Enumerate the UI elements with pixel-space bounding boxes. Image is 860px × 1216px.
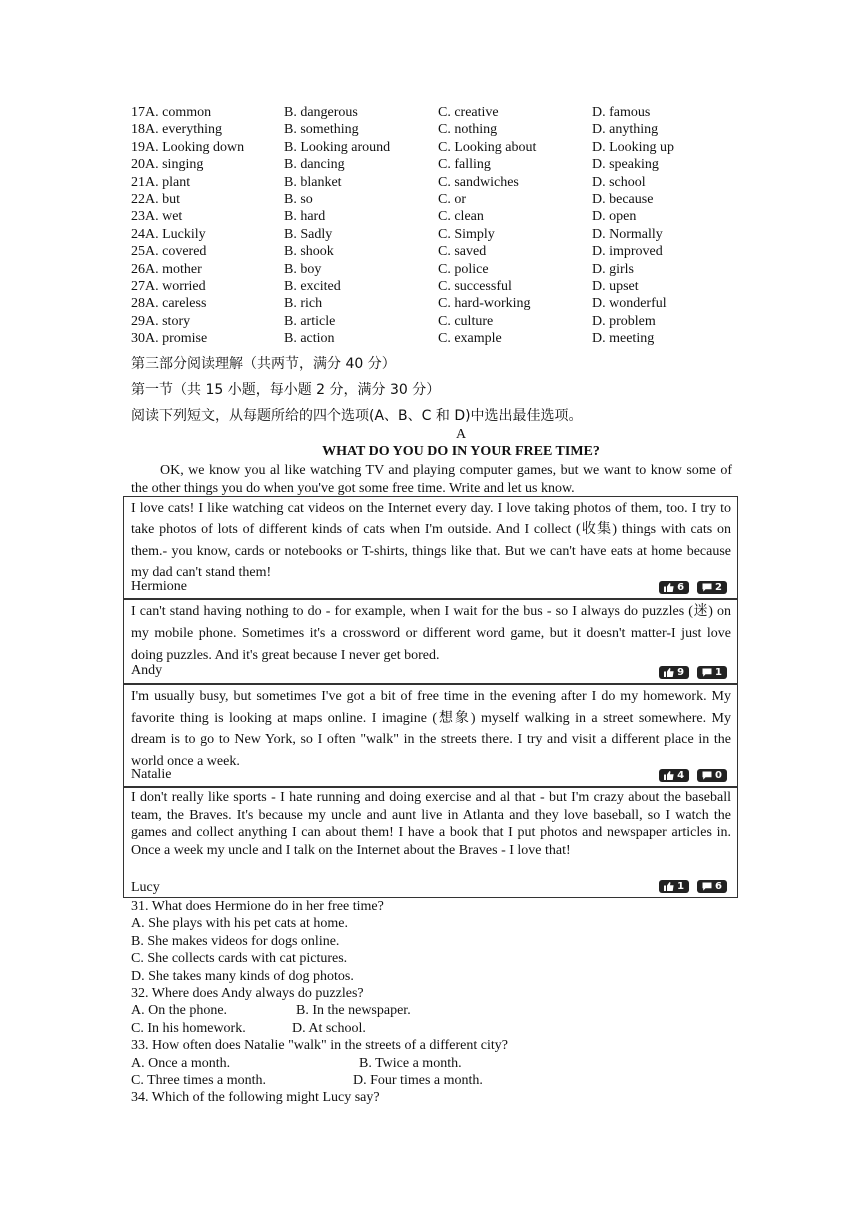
option-c: C. Looking about [438,139,537,155]
comment-bubble-icon [702,583,712,592]
passage-letter: A [455,427,467,442]
option-a: 19A. Looking down [131,139,245,155]
option-row-28 [131,295,741,312]
option-b: B. dangerous [284,105,358,120]
comment-bubble-icon [702,668,712,677]
option-d: D. because [592,192,654,207]
option-d: D. famous [592,105,651,120]
option-b: B. excited [284,279,341,294]
option-c: C. or [438,192,466,207]
option-b: B. hard [284,209,326,225]
option-c: C. police [438,261,489,277]
post-hermione [123,496,738,599]
subsection-title: 第一节（共 15 小题，每小题 2 分，满分 30 分） [131,382,441,398]
post-author: Lucy [131,879,160,895]
option-a: 21A. plant [131,174,191,190]
reactions [659,581,727,594]
like-count[interactable] [659,769,689,782]
thumbs-up-icon [664,882,674,891]
post-text: I don't really like sports - I hate running and doing exercise and al that - but I'm crazy about the baseball team, the Braves. It's because my uncle and aunt live in Atlanta and they love baseball, so I watch the games and collect anything I can about them! I have a book that I put photos and newspaper articles in. Once a week my uncle and I talk on the Internet about the Braves - I love that! [131,790,731,858]
option-c: C. example [438,331,502,347]
option-b: B. rich [284,296,323,312]
answer-option: B. Twice a month. [359,1055,462,1071]
post-text: I love cats! I like watching cat videos on the Internet every day. I love taking photos of them, too. I try to take photos of lots of different kinds of cats when I'm outside. And I collect (收集) things with cats on them.- you know, cards or notebooks or T-shirts, things like that. But we can't have eats at home because my dad can't stand them! [131,501,731,580]
option-row-17 [131,104,741,121]
answer-option: C. Three times a month. [131,1073,267,1088]
comment-count-value: 6 [715,880,722,892]
option-c: C. nothing [438,122,498,138]
option-row-26 [131,261,741,278]
comment-count[interactable] [697,581,727,594]
answer-option: D. At school. [292,1020,366,1036]
comment-count[interactable] [697,666,727,679]
option-d: D. improved [592,244,663,260]
like-count[interactable] [659,581,689,594]
option-row-19 [131,139,741,156]
option-row-21 [131,174,741,191]
post-author: Natalie [131,766,172,782]
post-andy [123,599,738,684]
option-row-22 [131,191,741,208]
thumbs-up-icon [664,668,674,677]
passage-title: WHAT DO YOU DO IN YOUR FREE TIME? [322,444,600,459]
option-d: D. wonderful [592,296,667,312]
post-text: I'm usually busy, but sometimes I've got a bit of free time in the evening after I do my homework. My favorite thing is looking at maps online. I imagine (想象) myself walking in a street somewhere. My dream is to go to New York, so I often "walk" in the streets there. I try and visit a different place in the world once a week. [131,689,731,769]
thumbs-up-icon [664,771,674,780]
answer-option: B. In the newspaper. [296,1003,411,1019]
answer-option: D. She takes many kinds of dog photos. [131,968,354,984]
option-c: C. creative [438,105,499,120]
option-c: C. culture [438,313,494,329]
option-c: C. falling [438,157,491,173]
option-row-30 [131,330,741,347]
like-count-value: 1 [677,880,685,892]
question-33: 33. How often does Natalie "walk" in the streets of a different city? [131,1038,508,1054]
answer-option: C. She collects cards with cat pictures. [131,951,348,967]
question-34: 34. Which of the following might Lucy say? [131,1090,380,1106]
like-count-value: 9 [677,666,685,678]
comment-count-value: 2 [715,581,722,593]
option-d: D. girls [592,261,634,277]
option-a: 24A. Luckily [131,226,206,242]
like-count-value: 4 [677,769,685,781]
option-b: B. action [284,331,335,347]
option-b: B. Sadly [284,226,333,242]
comment-bubble-icon [702,771,712,780]
option-a: 30A. promise [131,331,208,347]
option-d: D. Normally [592,226,663,242]
option-b: B. dancing [284,157,345,173]
option-d: D. problem [592,313,656,329]
answer-option: C. In his homework. [131,1020,246,1036]
like-count[interactable] [659,880,689,893]
post-text: I can't stand having nothing to do - for example, when I wait for the bus - so I always do puzzles (迷) on my mobile phone. Sometimes it's a crossword or different word game, but it doesn't matter-I just love doing puzzles. And it's great because I never get bored. [131,604,731,663]
option-d: D. meeting [592,331,655,347]
option-row-18 [131,121,741,138]
option-d: D. speaking [592,157,659,173]
option-a: 28A. careless [131,296,207,312]
comment-count[interactable] [697,769,727,782]
post-author: Andy [131,663,163,678]
passage-intro: OK, we know you al like watching TV and playing computer games, but we want to know some of the other things you do when you've got some free time. Write and let us know. [131,463,732,496]
question-31: 31. What does Hermione do in her free time? [131,899,384,914]
thumbs-up-icon [664,583,674,592]
option-c: C. sandwiches [438,174,519,190]
option-row-20 [131,156,741,173]
option-a: 27A. worried [131,279,206,294]
like-count[interactable] [659,666,689,679]
option-d: D. anything [592,122,659,138]
post-natalie [123,684,738,787]
instructions: 阅读下列短文，从每题所给的四个选项(A、B、C 和 D)中选出最佳选项。 [131,408,583,424]
option-a: 17A. common [131,105,212,120]
answer-option: A. Once a month. [131,1055,231,1071]
answer-option: D. Four times a month. [353,1073,483,1088]
comment-bubble-icon [702,882,712,891]
option-b: B. so [284,192,313,207]
section-title: 第三部分阅读理解（共两节，满分 40 分） [131,356,396,372]
answer-option: A. On the phone. [131,1003,228,1019]
option-a: 20A. singing [131,157,204,173]
answer-option: A. She plays with his pet cats at home. [131,916,348,932]
comment-count-value: 1 [715,666,722,678]
post-lucy [123,787,738,898]
question-32: 32. Where does Andy always do puzzles? [131,986,364,1001]
option-row-24 [131,226,741,243]
option-row-23 [131,208,741,225]
option-d: D. open [592,209,637,225]
option-row-27 [131,278,741,295]
option-c: C. clean [438,209,484,225]
option-b: B. boy [284,261,322,277]
option-c: C. successful [438,279,512,294]
answer-option: B. She makes videos for dogs online. [131,933,340,949]
answer-row [131,1020,531,1037]
option-c: C. saved [438,244,487,260]
option-d: D. upset [592,279,639,294]
option-c: C. hard-working [438,296,531,312]
option-b: B. article [284,313,336,329]
answer-row [131,1002,531,1019]
post-author: Hermione [131,578,187,594]
option-b: B. shook [284,244,334,260]
option-row-25 [131,243,741,260]
comment-count-value: 0 [715,769,722,781]
option-a: 29A. story [131,313,191,329]
like-count-value: 6 [677,581,685,593]
option-a: 22A. but [131,192,180,207]
option-row-29 [131,313,741,330]
answer-row [131,1055,531,1072]
option-a: 25A. covered [131,244,207,260]
reactions [659,880,727,893]
answer-row [131,1072,531,1089]
option-d: D. Looking up [592,139,675,155]
option-a: 26A. mother [131,261,202,277]
comment-count[interactable] [697,880,727,893]
reactions [659,769,727,782]
option-b: B. blanket [284,174,342,190]
option-a: 18A. everything [131,122,222,138]
option-b: B. Looking around [284,139,391,155]
option-c: C. Simply [438,226,495,242]
option-b: B. something [284,122,359,138]
reactions [659,666,727,679]
option-d: D. school [592,174,646,190]
option-a: 23A. wet [131,209,183,225]
